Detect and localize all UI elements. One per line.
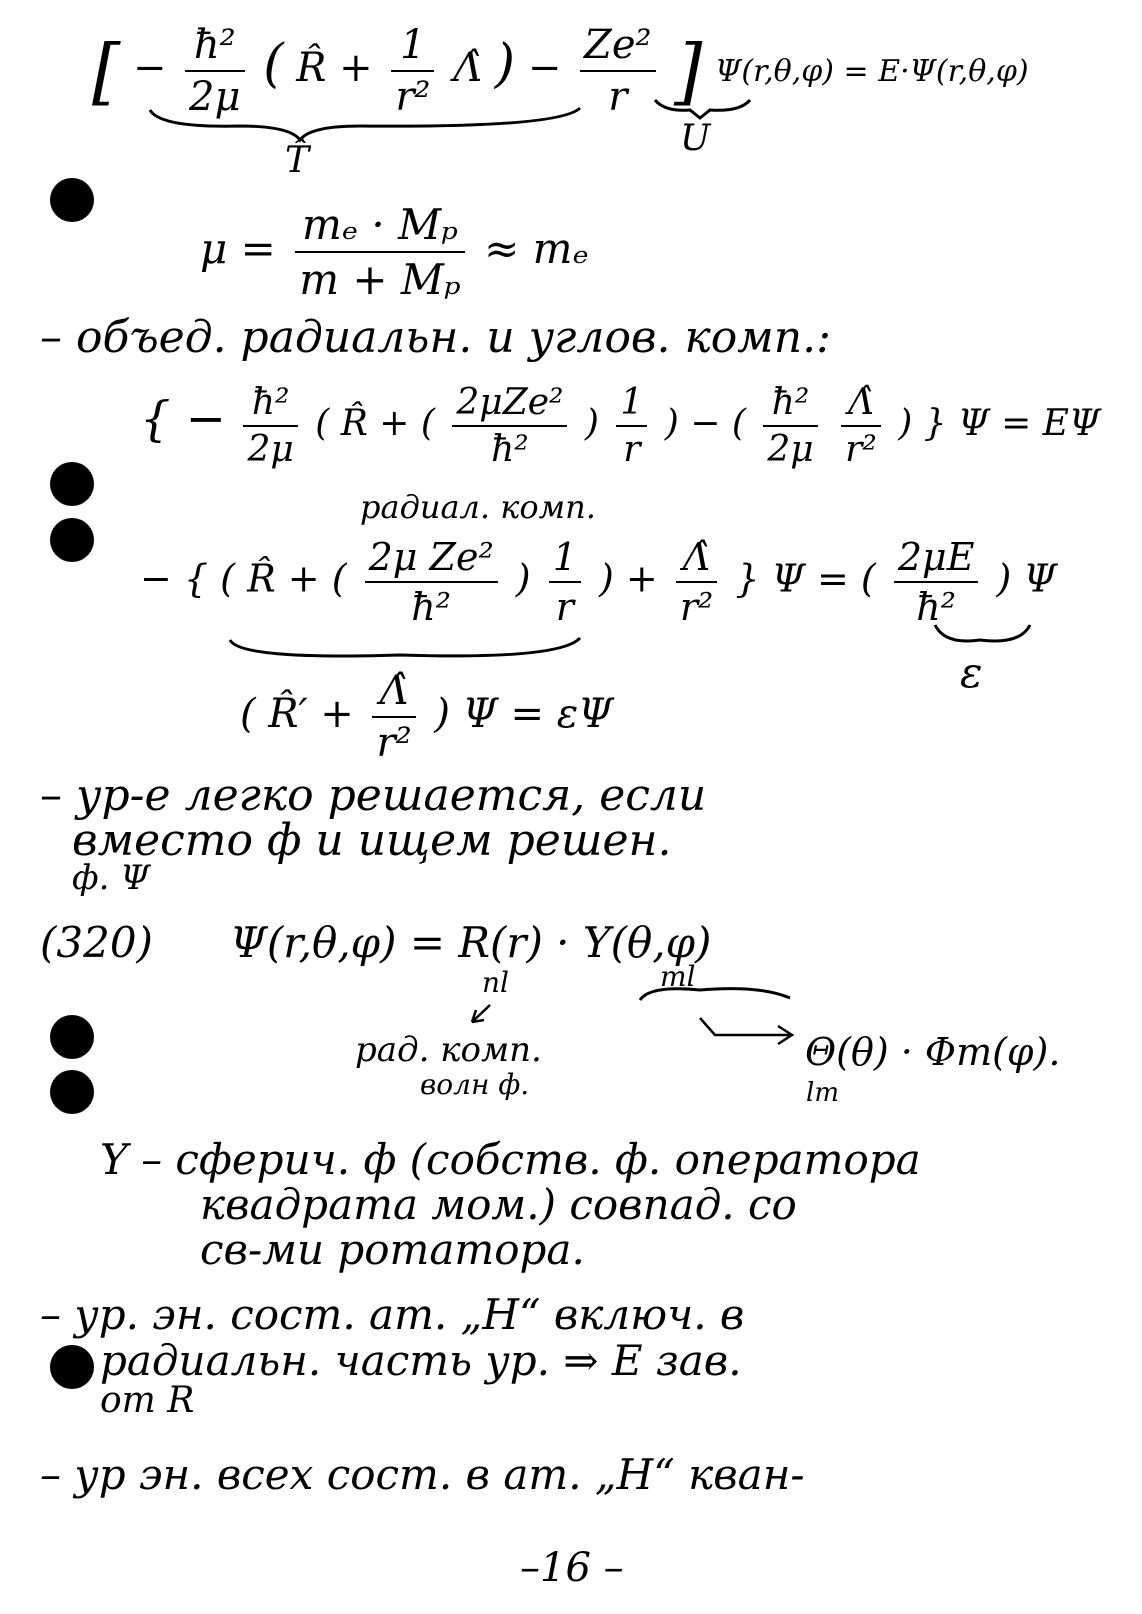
hole-punch-6 [50,1345,94,1389]
eq3-lead: − { ( R̂ + ( [140,556,347,601]
eq2-p1: ( R̂ + ( [315,403,435,444]
frac-1-r [616,382,647,470]
eq2-open: { − [140,391,227,447]
note-last: – ур эн. всех сост. в ат. „H“ кван- [40,1450,805,1499]
epsilon-label: ε [960,648,983,697]
plus-sign: + [339,45,373,91]
R-hat: R̂ [296,45,327,91]
frac-den: r² [841,425,881,470]
frac-num: 1 [400,22,426,68]
frac-num: 2μE [897,535,975,579]
frac-num: ħ² [193,22,236,68]
frac-h2-2mu-b [763,382,817,470]
note-energy-line-3: от R [100,1380,195,1421]
hole-punch-1 [50,178,94,222]
eq3-after: ) + [598,556,658,601]
eq3-rhs-end: ) Ψ [996,556,1057,601]
frac-lambda-r2 [841,382,881,470]
note-solve-line-3: ф. Ψ [72,858,151,898]
equation-reduced [240,668,613,766]
bracket-close: ] [674,29,703,113]
frac-den: r² [676,581,717,629]
eq2-p3: ) − ( [664,403,746,444]
hole-punch-2 [50,462,94,506]
frac-den: ħ² [894,581,979,629]
arrow-down [472,1005,490,1022]
frac-den: 2μ [763,425,817,470]
frac-den: r [616,425,647,470]
frac-num: Λ̂ [847,382,874,423]
hole-punch-4 [50,1015,94,1059]
equation-reduced-mass [200,200,589,304]
arrow-right [700,1018,792,1044]
frac-2muE [894,535,979,629]
minus-sign: − [132,45,167,91]
page-number: –16 – [520,1545,624,1591]
bracket-open: [ [92,29,121,113]
frac-2muze2 [452,382,567,470]
frac-num: Λ̂ [379,668,409,714]
hole-punch-3 [50,518,94,562]
frac-den: ħ² [365,581,498,629]
frac-h2-2mu [243,382,297,470]
frac-den: 2μ [243,425,297,470]
equation-combined [140,382,1101,470]
paren-open: ( [263,34,284,94]
equation-number: (320) [40,918,153,967]
subscript-ml: ml [660,960,696,993]
frac-num: mₑ · Mₚ [301,200,458,249]
frac-den: r [549,581,581,629]
frac-num: 1 [552,535,577,579]
equation-separation: Ψ(r,θ,φ) = R(r) · Y(θ,φ) [230,918,712,967]
eq3-psi: } Ψ = ( [735,556,876,601]
frac-den: ħ² [452,425,567,470]
eq2-p2: ) [584,403,599,444]
note-Y-line-3: св-ми ротатора. [200,1225,585,1274]
frac-num: Ze² [584,22,652,68]
frac-den: m + Mₚ [295,251,465,304]
note-solve-line-1: – ур-е легко решается, если [40,770,707,821]
frac-den: r² [372,716,415,766]
note-Y-line-1: Y – сферич. ф (собств. ф. оператора [100,1135,921,1184]
frac-num: 2μ Ze² [368,535,494,579]
frac-mass [295,200,465,304]
note-energy-line-2: радиальн. часть ур. ⇒ E зав. [100,1336,742,1385]
frac-lambda-r2 [372,668,415,766]
label-radial-component: радиал. комп. [360,488,596,526]
frac-1-r [549,535,581,629]
frac-num: ħ² [771,382,810,423]
mu-approx: ≈ mₑ [484,224,589,273]
frac-num: 2μZe² [456,382,564,423]
brace-label-U: U [680,118,711,159]
equation-hamiltonian [92,22,1029,120]
eq2-p4: ) } Ψ = EΨ [898,403,1101,444]
minus-sign-2: − [527,45,562,91]
frac-1-r2 [391,22,434,120]
lambda-hat: Λ̂ [453,45,483,91]
hole-punch-5 [50,1070,94,1114]
paren-close: ) [494,34,516,94]
eq3-mid: ) [515,556,531,601]
note-combine: – объед. радиальн. и углов. комп.: [40,312,831,363]
frac-num: Λ̂ [682,535,711,579]
frac-den: r [580,70,656,120]
brace-label-T: T̂ [285,140,310,181]
frac-ze2-r [580,22,656,120]
note-energy-line-1: – ур. эн. сост. ат. „H“ включ. в [40,1290,745,1339]
eq4-tail: ) Ψ = εΨ [434,691,614,737]
theta-phi-product: Θ(θ) · Φm(φ). [805,1030,1061,1074]
subscript-nl: nl [482,966,509,999]
equation-radial [140,535,1057,629]
note-Y-line-2: квадрата мом.) совпад. со [200,1180,797,1229]
underbrace-R-prime [230,638,580,656]
frac-num: ħ² [251,382,290,423]
label-wave: волн ф. [420,1068,530,1101]
frac-num: 1 [620,382,644,423]
frac-den: r² [391,70,434,120]
label-radial: рад. комп. [355,1030,542,1070]
equation-rhs: Ψ(r,θ,φ) = E·Ψ(r,θ,φ) [715,54,1029,89]
frac-2muze2 [365,535,498,629]
eq4-lead: ( R̂′ + [240,691,354,737]
mu-lhs: μ = [200,224,276,273]
subscript-lm: lm [806,1078,839,1108]
frac-h2-2mu [185,22,244,120]
note-solve-line-2: вместо ф и ищем решен. [72,815,672,866]
frac-lambda-r2 [676,535,717,629]
frac-den: 2μ [185,70,244,120]
